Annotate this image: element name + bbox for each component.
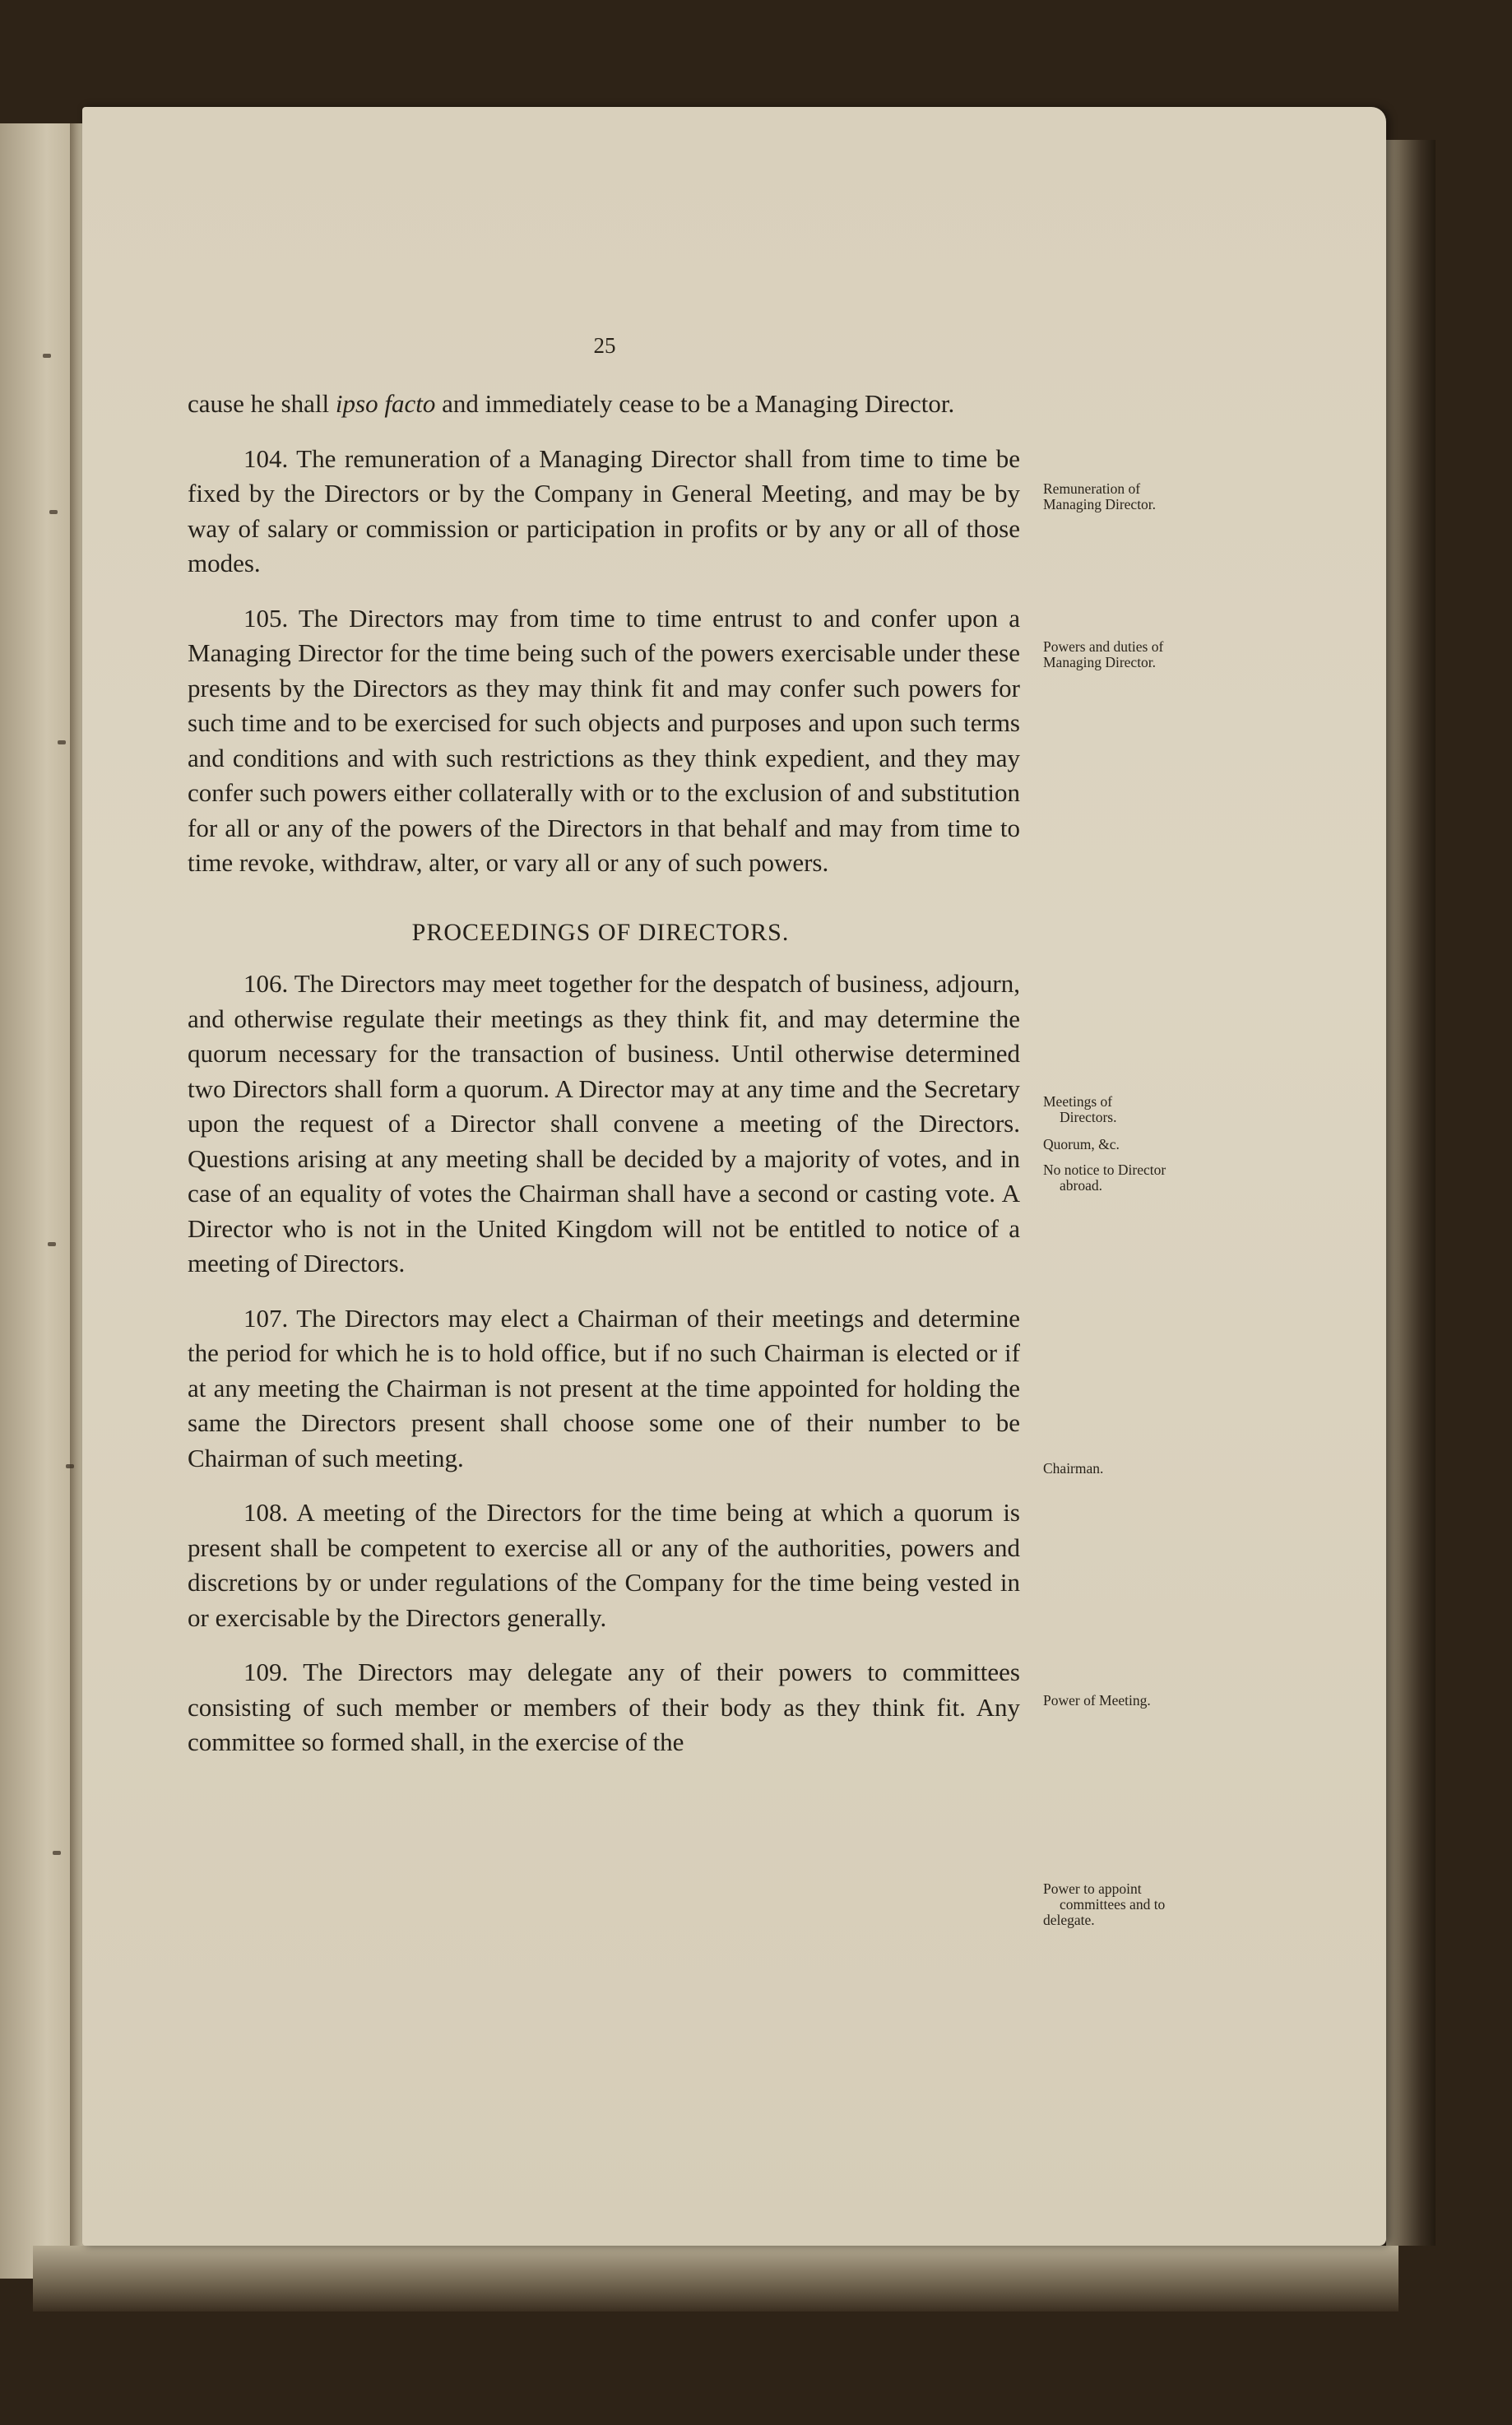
- side-note-line: Directors.: [1060, 1109, 1117, 1125]
- side-note-remuneration: [1043, 481, 1216, 512]
- right-page-edges: [1386, 140, 1435, 2246]
- margin-mark: [48, 1242, 56, 1246]
- paragraph-continuation: [188, 387, 1020, 422]
- side-note-no-notice: [1043, 1162, 1216, 1194]
- side-note-line: abroad.: [1060, 1177, 1102, 1194]
- side-note-line: Remuneration of: [1043, 480, 1141, 497]
- side-note-line: Power to appoint: [1043, 1880, 1142, 1897]
- margin-mark: [58, 740, 66, 744]
- side-note-power-of-meeting: Power of Meeting.: [1043, 1692, 1151, 1709]
- paragraph-104: 104. The remuneration of a Managing Director shall from time to time be fixed by the Directors or by the Company in General Meeting, and may be by way of salary or commission or participation in profits or by any or all of those modes.: [188, 443, 1020, 577]
- page-number: 25: [593, 333, 616, 358]
- facing-page-edge: [0, 123, 78, 2279]
- side-note-line: delegate.: [1043, 1912, 1095, 1928]
- paragraph-108: 108. A meeting of the Directors for the time being at which a quorum is present shall be competent to exercise all or any of the authorities, powers and discretions by or under regulations of the Company for the time being vested in or exercisable by the Directors generally.: [188, 1498, 1020, 1632]
- side-note-line: Managing Director.: [1043, 654, 1157, 670]
- paragraph-106: 106. The Directors may meet together for the despatch of business, adjourn, and otherwise regulate their meetings as they think fit, and may determine the quorum necessary for the transaction of business. Until otherwise determined two Directors shall form a quorum. A Director may at any time and the Secretary upon the request of a Director shall convene a meeting of the Directors. Questions arising at any meeting shall be decided by a majority of votes, and in case of an equality of votes the Chairman shall have a second or casting vote. A Director who is not in the United Kingdom will not be entitled to notice of a meeting of Directors.: [188, 969, 1020, 1277]
- section-heading: PROCEEDINGS OF DIRECTORS.: [411, 918, 790, 946]
- side-note-line: Powers and duties of: [1043, 638, 1164, 655]
- main-text-column: [188, 387, 1020, 1780]
- paragraph-109: 109. The Directors may delegate any of their powers to committees consisting of such member or members of their body as they think fit. Any committee so formed shall, in the exercise of the: [188, 1658, 1020, 1756]
- paragraph-107: 107. The Directors may elect a Chairman of their meetings and determine the period for which he is to hold office, but if no such Chairman is elected or if at any meeting the Chairman is not present at the time appointed for holding the same the Directors present shall choose some one of their number to be Chairman of such meeting.: [188, 1303, 1020, 1472]
- italic-text-run: ipso facto: [335, 389, 436, 418]
- text-run: and immediately cease to be a Managing Director.: [435, 389, 955, 418]
- side-note-line: No notice to Director: [1043, 1161, 1166, 1178]
- margin-mark: [43, 354, 51, 358]
- margin-mark: [53, 1851, 61, 1855]
- side-note-line: committees and to: [1060, 1896, 1166, 1913]
- side-note-chairman: Chairman.: [1043, 1460, 1104, 1477]
- paragraph-105: 105. The Directors may from time to time entrust to and confer upon a Managing Director for the time being such of the powers exercisable under these presents by the Directors as they may think fit and may confer such powers for such time and to be exercised for such objects and purposes and upon such terms and conditions and with such restrictions as they think expedient, and they may confer such powers either collaterally with or to the exclusion of and substitution for all or any of the powers of the Directors in that behalf and may from time to time revoke, withdraw, alter, or vary all or any of such powers.: [188, 603, 1020, 877]
- side-note-line: Managing Director.: [1043, 496, 1157, 512]
- margin-mark: [49, 510, 58, 514]
- text-run: cause he shall: [188, 389, 336, 418]
- side-note-powers-duties: [1043, 639, 1216, 670]
- side-note-quorum: Quorum, &c.: [1043, 1136, 1120, 1152]
- side-note-line: Meetings of: [1043, 1093, 1113, 1110]
- side-note-meetings: [1043, 1094, 1216, 1125]
- bottom-page-edges: [33, 2246, 1398, 2311]
- side-note-power-to-appoint: [1043, 1881, 1216, 1928]
- margin-mark: [66, 1464, 74, 1468]
